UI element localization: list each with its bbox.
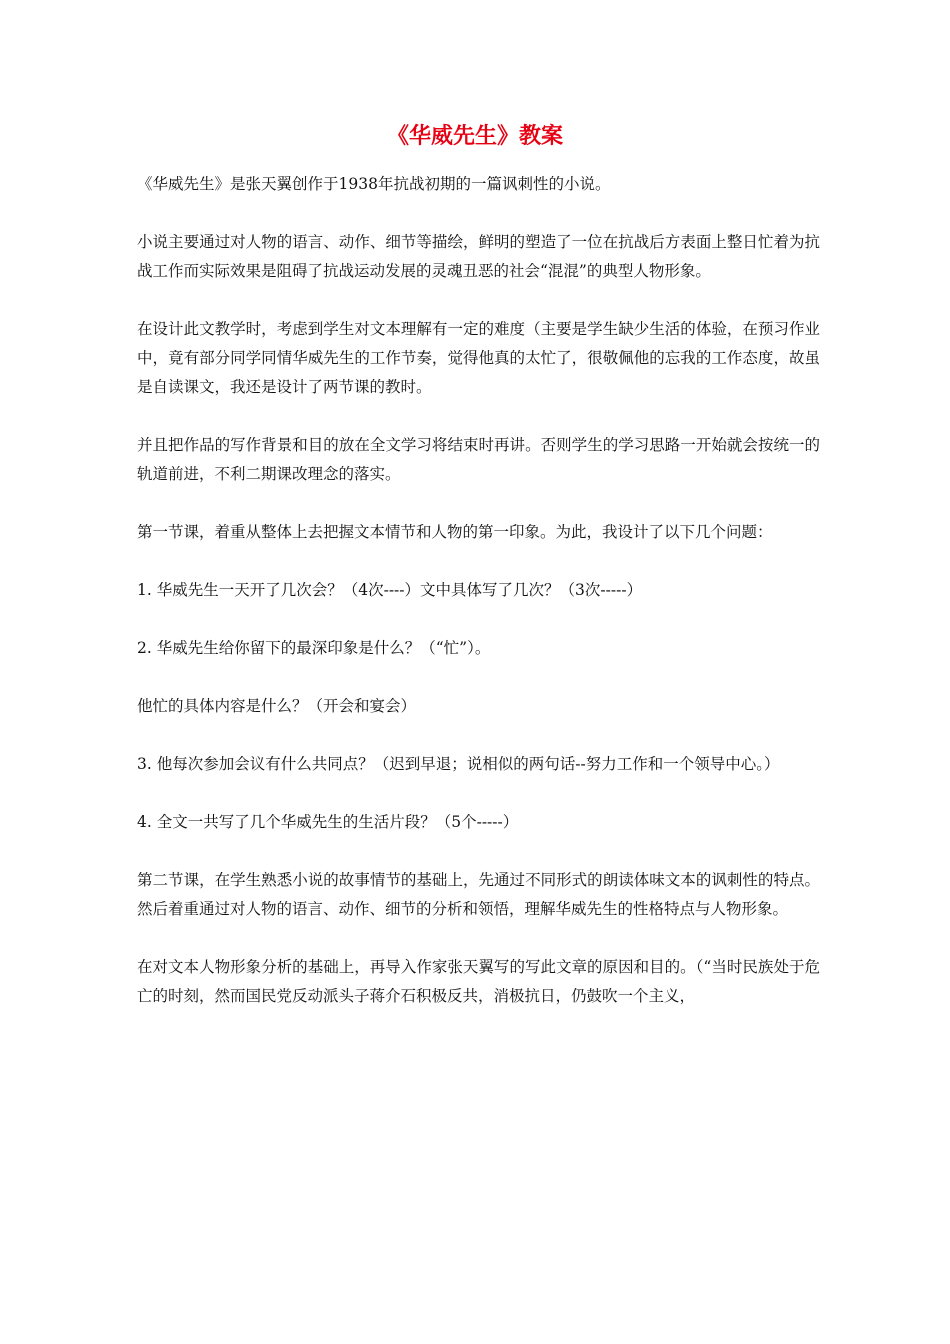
- paragraph-author-intent: 在对文本人物形象分析的基础上，再导入作家张天翼写的写此文章的原因和目的。（“当时民族处于危亡的时刻，然而国民党反动派头子蒋介石积极反共，消极抗日，仍鼓吹一个主义，: [137, 958, 820, 1005]
- question-2-followup: 他忙的具体内容是什么？（开会和宴会）: [137, 697, 417, 715]
- document-body: [137, 170, 820, 1011]
- paragraph-summary: 小说主要通过对人物的语言、动作、细节等描绘，鲜明的塑造了一位在抗战后方表面上整日忙着为抗战工作而实际效果是阻碍了抗战运动发展的灵魂丑恶的社会“混混”的典型人物形象。: [137, 233, 820, 280]
- question-4: 4. 全文一共写了几个华威先生的生活片段？（5个-----）: [137, 813, 519, 831]
- question-2: 2. 华威先生给你留下的最深印象是什么？（“忙”）。: [137, 639, 491, 657]
- paragraph-design: 在设计此文教学时，考虑到学生对文本理解有一定的难度（主要是学生缺少生活的体验，在预习作业中，竟有部分同学同情华威先生的工作节奏，觉得他真的太忙了，很敬佩他的忘我的工作态度，故虽是自读课文，我还是设计了两节课的教时。: [137, 320, 820, 396]
- question-1: 1. 华威先生一天开了几次会？（4次----）文中具体写了几次？（3次-----）: [137, 581, 643, 599]
- document-title: 《华威先生》教案: [386, 123, 563, 149]
- paragraph-background: 并且把作品的写作背景和目的放在全文学习将结束时再讲。否则学生的学习思路一开始就会按统一的轨道前进，不利二期课改理念的落实。: [137, 436, 820, 483]
- paragraph-intro: 《华威先生》是张天翼创作于1938年抗战初期的一篇讽刺性的小说。: [137, 175, 611, 193]
- paragraph-lesson-two: 第二节课，在学生熟悉小说的故事情节的基础上，先通过不同形式的朗读体味文本的讽刺性的特点。然后着重通过对人物的语言、动作、细节的分析和领悟，理解华威先生的性格特点与人物形象。: [137, 871, 820, 918]
- question-3: 3. 他每次参加会议有什么共同点？（迟到早退；说相似的两句话--努力工作和一个领导中心。）: [137, 755, 780, 773]
- paragraph-lesson-one: 第一节课，着重从整体上去把握文本情节和人物的第一印象。为此，我设计了以下几个问题：: [137, 523, 773, 541]
